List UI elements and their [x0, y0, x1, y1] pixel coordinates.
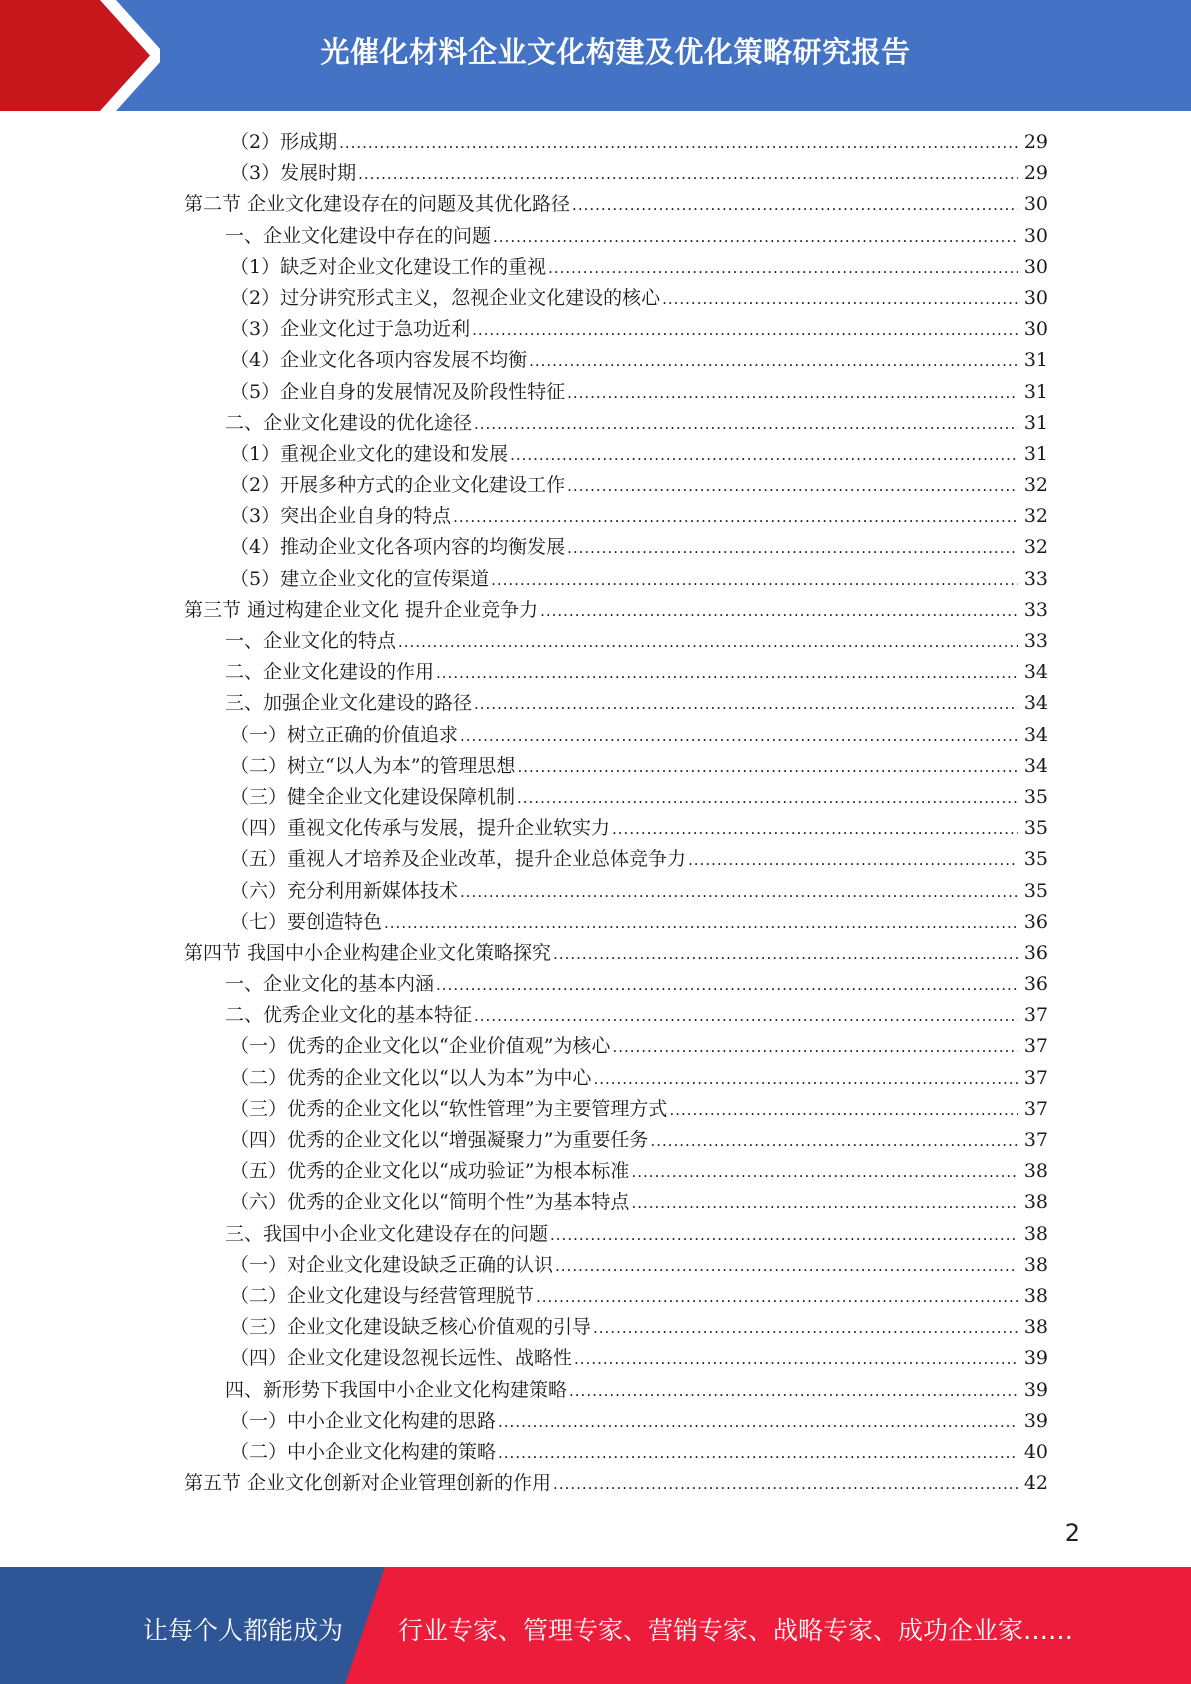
toc-dot-leader	[536, 1282, 1018, 1313]
toc-dot-leader	[474, 689, 1018, 720]
toc-dot-leader	[662, 284, 1018, 315]
toc-entry-title: 第五节 企业文化创新对企业管理创新的作用	[184, 1472, 552, 1495]
toc-dot-leader	[574, 1344, 1018, 1375]
toc-dot-leader	[631, 1157, 1018, 1188]
toc-entry[interactable]	[230, 283, 1191, 314]
toc-dot-leader	[550, 1220, 1018, 1251]
toc-dot-leader	[436, 970, 1018, 1001]
toc-entry-page: 33	[1023, 630, 1048, 652]
toc-entry[interactable]	[225, 688, 1191, 719]
toc-entry-title: 三、我国中小企业文化建设存在的问题	[225, 1222, 549, 1245]
toc-entry-page: 38	[1023, 1316, 1048, 1339]
toc-entry-page: 37	[1023, 1004, 1048, 1027]
toc-entry-title: （5）建立企业文化的宣传渠道	[230, 567, 490, 590]
toc-entry-title: 第二节 企业文化建设存在的问题及其优化路径	[184, 193, 571, 216]
toc-entry[interactable]	[230, 345, 1191, 376]
toc-entry-page: 37	[1023, 1097, 1048, 1120]
toc-entry-page: 38	[1023, 1222, 1048, 1245]
toc-dot-leader	[460, 721, 1018, 752]
toc-dot-leader	[650, 1126, 1018, 1157]
toc-entry-title: （四）企业文化建设忽视长远性、战略性	[230, 1347, 573, 1370]
toc-dot-leader	[358, 159, 1018, 190]
toc-entry[interactable]	[225, 1219, 1191, 1250]
table-of-contents	[0, 127, 1191, 1499]
toc-entry-title: （一）对企业文化建设缺乏正确的认识	[230, 1253, 554, 1276]
toc-entry[interactable]	[225, 969, 1191, 1000]
toc-entry[interactable]	[225, 1000, 1191, 1031]
footer-slogan-right: 行业专家、管理专家、营销专家、战略专家、成功企业家……	[398, 1616, 1074, 1645]
toc-entry[interactable]	[230, 314, 1191, 345]
toc-entry[interactable]	[230, 1406, 1191, 1437]
toc-entry-page: 29	[1023, 162, 1048, 185]
toc-entry-page: 35	[1023, 879, 1048, 902]
toc-entry-title: 二、企业文化建设的作用	[225, 661, 435, 684]
toc-entry-page: 33	[1023, 567, 1048, 590]
toc-entry-title: 一、企业文化的特点	[225, 630, 397, 652]
toc-entry[interactable]	[184, 1468, 1191, 1499]
toc-entry-title: （一）树立正确的价值追求	[230, 723, 459, 746]
toc-entry-page: 37	[1023, 1035, 1048, 1058]
toc-entry[interactable]	[225, 221, 1191, 252]
toc-dot-leader	[474, 409, 1018, 440]
toc-dot-leader	[498, 1438, 1018, 1469]
toc-entry-title: （三）企业文化建设缺乏核心价值观的引导	[230, 1316, 592, 1339]
toc-entry-title: （四）优秀的企业文化以“增强凝聚力”为重要任务	[230, 1129, 649, 1151]
toc-entry[interactable]	[230, 1250, 1191, 1281]
toc-entry[interactable]	[230, 377, 1191, 408]
toc-dot-leader	[631, 1188, 1018, 1219]
toc-entry[interactable]	[230, 158, 1191, 189]
toc-entry-page: 30	[1023, 255, 1048, 278]
toc-entry-title: （五）重视人才培养及企业改革，提升企业总体竞争力	[230, 848, 687, 871]
toc-entry[interactable]	[230, 720, 1191, 751]
toc-entry-page: 38	[1023, 1191, 1048, 1214]
toc-entry-title: （二）树立“以人为本”的管理思想	[230, 754, 516, 777]
toc-entry-page: 35	[1023, 817, 1048, 840]
toc-dot-leader	[491, 565, 1018, 596]
toc-entry-title: （2）开展多种方式的企业文化建设工作	[230, 474, 566, 497]
toc-entry[interactable]	[230, 127, 1191, 158]
toc-dot-leader	[460, 877, 1018, 908]
footer-slogan-left: 让每个人都能成为	[143, 1616, 344, 1645]
toc-dot-leader	[567, 533, 1018, 564]
toc-dot-leader	[453, 502, 1018, 533]
toc-dot-leader	[398, 627, 1018, 658]
toc-entry-page: 37	[1023, 1129, 1048, 1151]
toc-entry-page: 40	[1023, 1440, 1048, 1463]
toc-entry-title: （2）过分讲究形式主义，忽视企业文化建设的核心	[230, 286, 661, 309]
toc-entry-page: 34	[1023, 723, 1048, 746]
toc-entry-page: 34	[1023, 754, 1048, 777]
toc-entry-title: （一）优秀的企业文化以“企业价值观”为核心	[230, 1035, 611, 1058]
toc-entry-page: 34	[1023, 692, 1048, 715]
toc-dot-leader	[436, 658, 1018, 689]
toc-entry-page: 30	[1023, 318, 1048, 341]
toc-entry-page: 39	[1023, 1347, 1048, 1370]
toc-entry[interactable]	[230, 813, 1191, 844]
toc-entry-title: （2）形成期	[230, 131, 338, 153]
toc-entry-page: 31	[1023, 442, 1048, 465]
toc-entry-title: （六）优秀的企业文化以“简明个性”为基本特点	[230, 1191, 630, 1214]
toc-entry-title: （三）优秀的企业文化以“软性管理”为主要管理方式	[230, 1097, 668, 1120]
toc-dot-leader	[612, 814, 1018, 845]
toc-entry[interactable]	[230, 252, 1191, 283]
toc-entry-title: 一、企业文化建设中存在的问题	[225, 224, 492, 247]
toc-entry[interactable]	[184, 938, 1191, 969]
toc-entry-title: 三、加强企业文化建设的路径	[225, 692, 473, 715]
toc-entry-page: 32	[1023, 536, 1048, 559]
toc-dot-leader	[510, 440, 1018, 471]
toc-entry[interactable]	[230, 1125, 1191, 1156]
toc-entry[interactable]	[230, 439, 1191, 470]
toc-entry[interactable]	[230, 532, 1191, 563]
toc-entry-page: 39	[1023, 1409, 1048, 1432]
toc-dot-leader	[553, 1469, 1018, 1500]
toc-entry[interactable]	[184, 595, 1191, 626]
toc-entry[interactable]	[230, 1156, 1191, 1187]
toc-entry-title: 四、新形势下我国中小企业文化构建策略	[225, 1378, 568, 1401]
toc-entry[interactable]	[230, 1063, 1191, 1094]
toc-entry-title: （3）发展时期	[230, 162, 357, 185]
toc-entry-title: （二）企业文化建设与经营管理脱节	[230, 1284, 535, 1307]
toc-entry-title: （5）企业自身的发展情况及阶段性特征	[230, 380, 566, 403]
toc-dot-leader	[593, 1313, 1018, 1344]
toc-entry-page: 38	[1023, 1284, 1048, 1307]
toc-entry-page: 31	[1023, 411, 1048, 434]
toc-entry-title: 一、企业文化的基本内涵	[225, 973, 435, 996]
toc-entry[interactable]	[225, 657, 1191, 688]
toc-entry-title: （1）缺乏对企业文化建设工作的重视	[230, 255, 547, 278]
toc-entry-title: （二）优秀的企业文化以“以人为本”为中心	[230, 1066, 592, 1089]
toc-entry[interactable]	[230, 1437, 1191, 1468]
toc-dot-leader	[669, 1095, 1018, 1126]
toc-entry[interactable]	[230, 844, 1191, 875]
toc-entry-page: 38	[1023, 1160, 1048, 1183]
toc-entry-page: 30	[1023, 224, 1048, 247]
toc-dot-leader	[572, 190, 1018, 221]
toc-entry-page: 35	[1023, 848, 1048, 871]
toc-entry-title: 第三节 通过构建企业文化 提升企业竞争力	[184, 598, 539, 621]
toc-entry-title: （一）中小企业文化构建的思路	[230, 1409, 497, 1432]
toc-entry-title: （3）突出企业自身的特点	[230, 505, 452, 528]
toc-entry-title: （五）优秀的企业文化以“成功验证”为根本标准	[230, 1160, 630, 1183]
toc-entry[interactable]	[230, 1312, 1191, 1343]
toc-entry[interactable]	[225, 408, 1191, 439]
toc-entry[interactable]	[230, 751, 1191, 782]
toc-dot-leader	[688, 845, 1018, 876]
toc-entry-page: 32	[1023, 474, 1048, 497]
toc-entry-title: （4）推动企业文化各项内容的均衡发展	[230, 536, 566, 559]
toc-entry-page: 33	[1023, 598, 1048, 621]
toc-entry[interactable]	[230, 1094, 1191, 1125]
toc-entry-page: 30	[1023, 193, 1048, 216]
toc-entry-page: 37	[1023, 1066, 1048, 1089]
toc-entry-page: 31	[1023, 380, 1048, 403]
toc-entry[interactable]	[230, 1187, 1191, 1218]
toc-entry-page: 38	[1023, 1253, 1048, 1276]
toc-entry[interactable]	[230, 907, 1191, 938]
toc-dot-leader	[517, 783, 1018, 814]
toc-entry-page: 36	[1023, 910, 1048, 933]
toc-dot-leader	[339, 128, 1018, 159]
toc-entry-title: （七）要创造特色	[230, 910, 383, 933]
toc-entry-page: 30	[1023, 286, 1048, 309]
toc-entry-title: （3）企业文化过于急功近利	[230, 318, 471, 341]
toc-entry-page: 29	[1023, 131, 1048, 153]
page-header	[0, 0, 1191, 111]
toc-entry[interactable]	[230, 876, 1191, 907]
toc-dot-leader	[474, 1001, 1018, 1032]
toc-dot-leader	[553, 939, 1018, 970]
toc-entry-page: 31	[1023, 349, 1048, 372]
page-footer	[0, 1567, 1191, 1684]
toc-entry-title: （二）中小企业文化构建的策略	[230, 1440, 497, 1463]
page-number: 2	[1064, 1519, 1080, 1547]
toc-dot-leader	[567, 471, 1018, 502]
toc-entry-page: 35	[1023, 785, 1048, 808]
document-title: 光催化材料企业文化构建及优化策略研究报告	[320, 35, 911, 69]
toc-entry-page: 34	[1023, 661, 1048, 684]
toc-dot-leader	[540, 596, 1018, 627]
toc-dot-leader	[569, 1376, 1018, 1407]
toc-entry[interactable]	[184, 189, 1191, 220]
toc-dot-leader	[384, 908, 1018, 939]
toc-dot-leader	[567, 378, 1018, 409]
toc-entry-page: 39	[1023, 1378, 1048, 1401]
toc-entry[interactable]	[230, 1343, 1191, 1374]
toc-entry[interactable]	[230, 1031, 1191, 1062]
toc-entry[interactable]	[230, 470, 1191, 501]
toc-dot-leader	[593, 1064, 1018, 1095]
toc-entry[interactable]	[230, 782, 1191, 813]
toc-entry[interactable]	[230, 501, 1191, 532]
toc-dot-leader	[472, 315, 1018, 346]
toc-entry-page: 42	[1023, 1472, 1048, 1495]
toc-entry-title: 第四节 我国中小企业构建企业文化策略探究	[184, 941, 552, 964]
toc-dot-leader	[529, 346, 1018, 377]
toc-entry[interactable]	[225, 1375, 1191, 1406]
toc-dot-leader	[517, 752, 1018, 783]
toc-dot-leader	[612, 1032, 1018, 1063]
toc-dot-leader	[548, 253, 1018, 284]
toc-entry[interactable]	[230, 1281, 1191, 1312]
toc-entry-title: 二、企业文化建设的优化途径	[225, 411, 473, 434]
toc-dot-leader	[493, 222, 1018, 253]
toc-entry-page: 36	[1023, 973, 1048, 996]
toc-entry-title: （4）企业文化各项内容发展不均衡	[230, 349, 528, 372]
toc-entry-page: 32	[1023, 505, 1048, 528]
toc-entry-title: （三）健全企业文化建设保障机制	[230, 785, 516, 808]
toc-entry[interactable]	[230, 564, 1191, 595]
toc-entry-page: 36	[1023, 941, 1048, 964]
toc-dot-leader	[555, 1251, 1018, 1282]
toc-entry-title: 二、优秀企业文化的基本特征	[225, 1004, 473, 1027]
toc-entry-title: （四）重视文化传承与发展，提升企业软实力	[230, 817, 611, 840]
toc-entry-title: （1）重视企业文化的建设和发展	[230, 442, 509, 465]
toc-entry-title: （六）充分利用新媒体技术	[230, 879, 459, 902]
toc-entry[interactable]	[225, 626, 1191, 657]
toc-dot-leader	[498, 1407, 1018, 1438]
